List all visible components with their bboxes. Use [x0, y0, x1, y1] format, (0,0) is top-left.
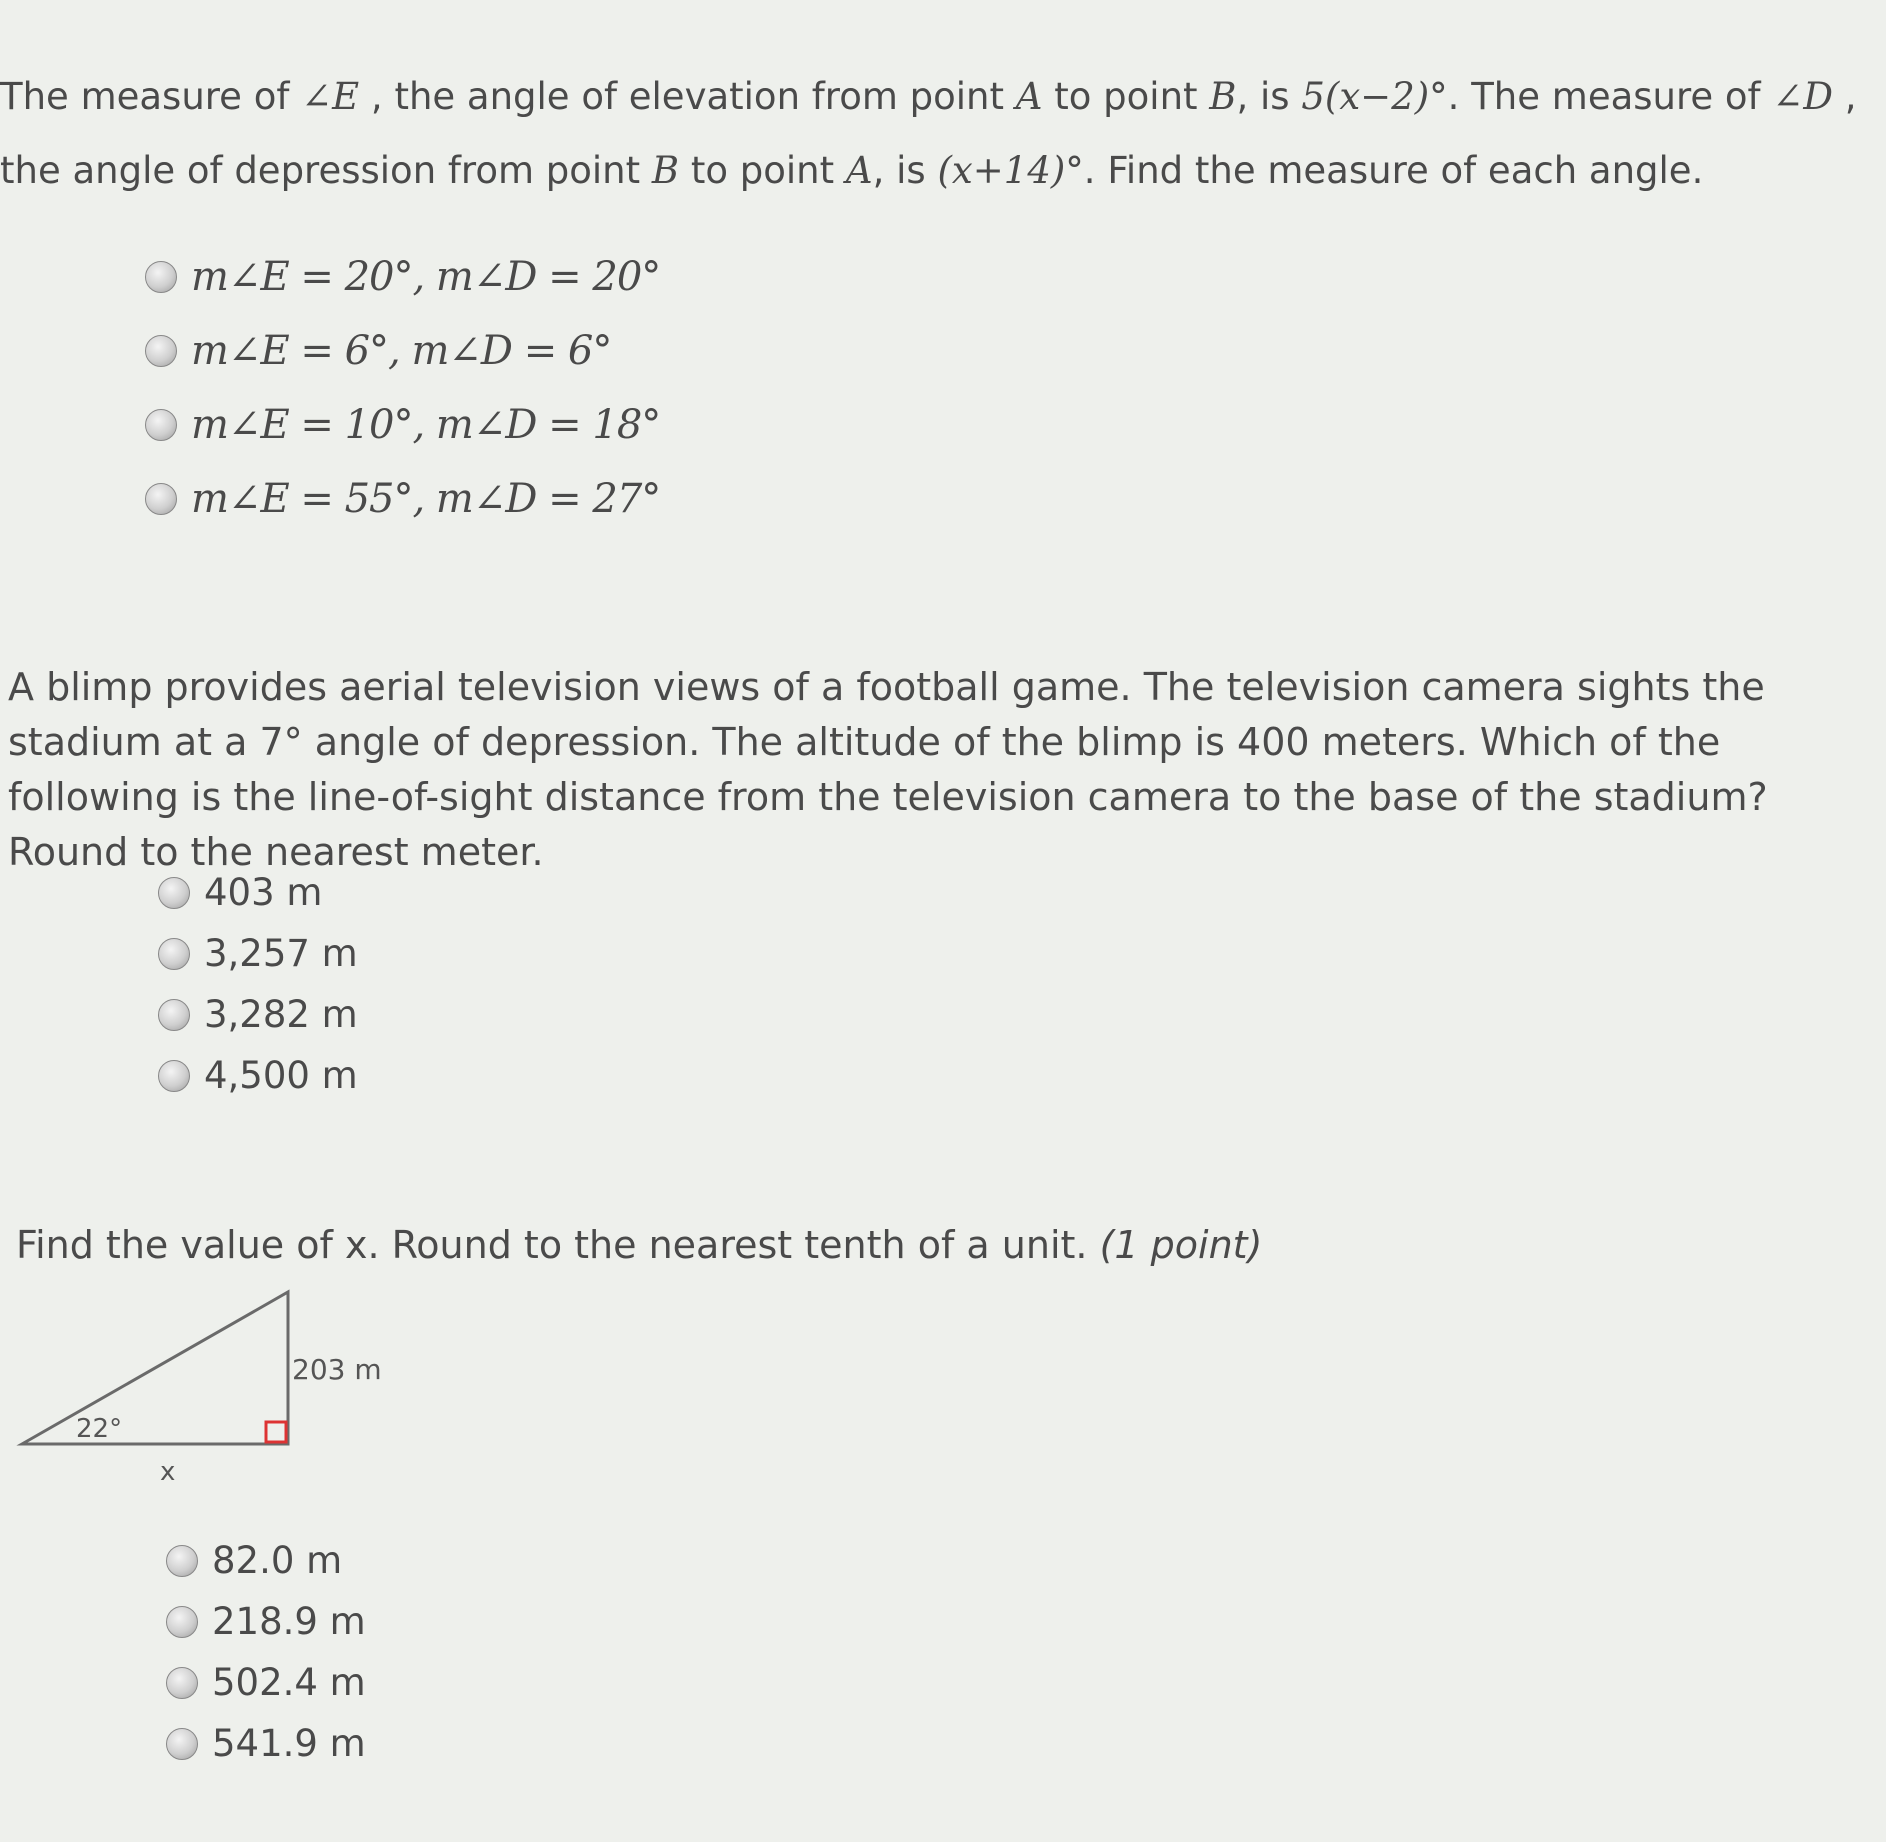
q1-option[interactable]: [145, 314, 660, 388]
q3-option[interactable]: [166, 1713, 366, 1774]
q1-text-3: to point: [1042, 75, 1210, 118]
q1-option[interactable]: [145, 240, 660, 314]
q1-option[interactable]: [145, 462, 660, 536]
radio-button[interactable]: [158, 1060, 190, 1092]
radio-button[interactable]: [166, 1545, 198, 1577]
q1-text-2: , the angle of elevation from point: [359, 75, 1016, 118]
radio-button[interactable]: [166, 1606, 198, 1638]
q2-option[interactable]: [158, 1045, 358, 1106]
q3-prompt: Find the value of x. Round to the nearest tenth of a unit.: [16, 1223, 1088, 1267]
q2-option-label: 3,257 m: [204, 932, 358, 975]
radio-button[interactable]: [158, 938, 190, 970]
radio-button[interactable]: [158, 877, 190, 909]
point-a: A: [1015, 75, 1043, 118]
radio-button[interactable]: [145, 335, 177, 367]
q3-option-label: 541.9 m: [212, 1722, 366, 1765]
q3-option-label: 218.9 m: [212, 1600, 366, 1643]
q2-option-label: 3,282 m: [204, 993, 358, 1036]
q1-text-6: , the angle of depression from point: [0, 75, 1857, 192]
triangle-outline: [22, 1292, 288, 1444]
base-label: x: [160, 1457, 176, 1480]
q1-text-9: . Find the measure of each angle.: [1083, 149, 1704, 192]
q1-text-4: , is: [1236, 75, 1302, 118]
point-a-2: A: [845, 149, 873, 192]
q3-points: (1 point): [1099, 1223, 1263, 1267]
q3-option[interactable]: [166, 1530, 366, 1591]
q3-option-label: 82.0 m: [212, 1539, 343, 1582]
angle-e: ∠E: [301, 75, 360, 118]
q3-option[interactable]: [166, 1591, 366, 1652]
radio-button[interactable]: [145, 483, 177, 515]
q3-option-label: 502.4 m: [212, 1661, 366, 1704]
q2-option[interactable]: [158, 862, 358, 923]
point-b: B: [1209, 75, 1237, 118]
q3-option[interactable]: [166, 1652, 366, 1713]
point-b-2: B: [651, 149, 680, 192]
radio-button[interactable]: [145, 261, 177, 293]
q2-option-label: 4,500 m: [204, 1054, 358, 1097]
q1-option-label: m∠E = 20°, m∠D = 20°: [191, 254, 661, 300]
radio-button[interactable]: [158, 999, 190, 1031]
q1-text-1: The measure of: [0, 75, 302, 118]
q2-option[interactable]: [158, 923, 358, 984]
q1-option[interactable]: [145, 388, 660, 462]
angle-label: 22°: [76, 1414, 123, 1444]
q1-option-label: m∠E = 55°, m∠D = 27°: [191, 476, 661, 522]
side-label: 203 m: [292, 1353, 382, 1386]
q1-text-7: to point: [679, 149, 846, 192]
radio-button[interactable]: [145, 409, 177, 441]
q1-options: [145, 240, 660, 536]
q1-text-8: , is: [872, 149, 938, 192]
expression-e: 5(x−2)°: [1301, 75, 1448, 118]
question-2-text: A blimp provides aerial television views of a football game. The television camera sights the stadium at a 7° angle of depression. The altitude of the blimp is 400 meters. Which of the following is the line-of-sight distance from the television camera to the base of the stadium? Round to the nearest meter.: [8, 665, 1768, 874]
angle-d: ∠D: [1772, 75, 1833, 118]
right-triangle-figure: [14, 1280, 414, 1480]
q2-option[interactable]: [158, 984, 358, 1045]
q1-option-label: m∠E = 6°, m∠D = 6°: [191, 328, 612, 374]
q3-options: [166, 1530, 366, 1774]
q1-option-label: m∠E = 10°, m∠D = 18°: [191, 402, 661, 448]
radio-button[interactable]: [166, 1728, 198, 1760]
q1-text-5: . The measure of: [1447, 75, 1773, 118]
q2-options: [158, 862, 358, 1106]
question-1-text: [0, 60, 1860, 208]
right-angle-marker: [266, 1422, 286, 1442]
expression-d: (x+14)°: [937, 149, 1084, 192]
question-3-text: [16, 1218, 1876, 1273]
q2-option-label: 403 m: [204, 871, 323, 914]
radio-button[interactable]: [166, 1667, 198, 1699]
